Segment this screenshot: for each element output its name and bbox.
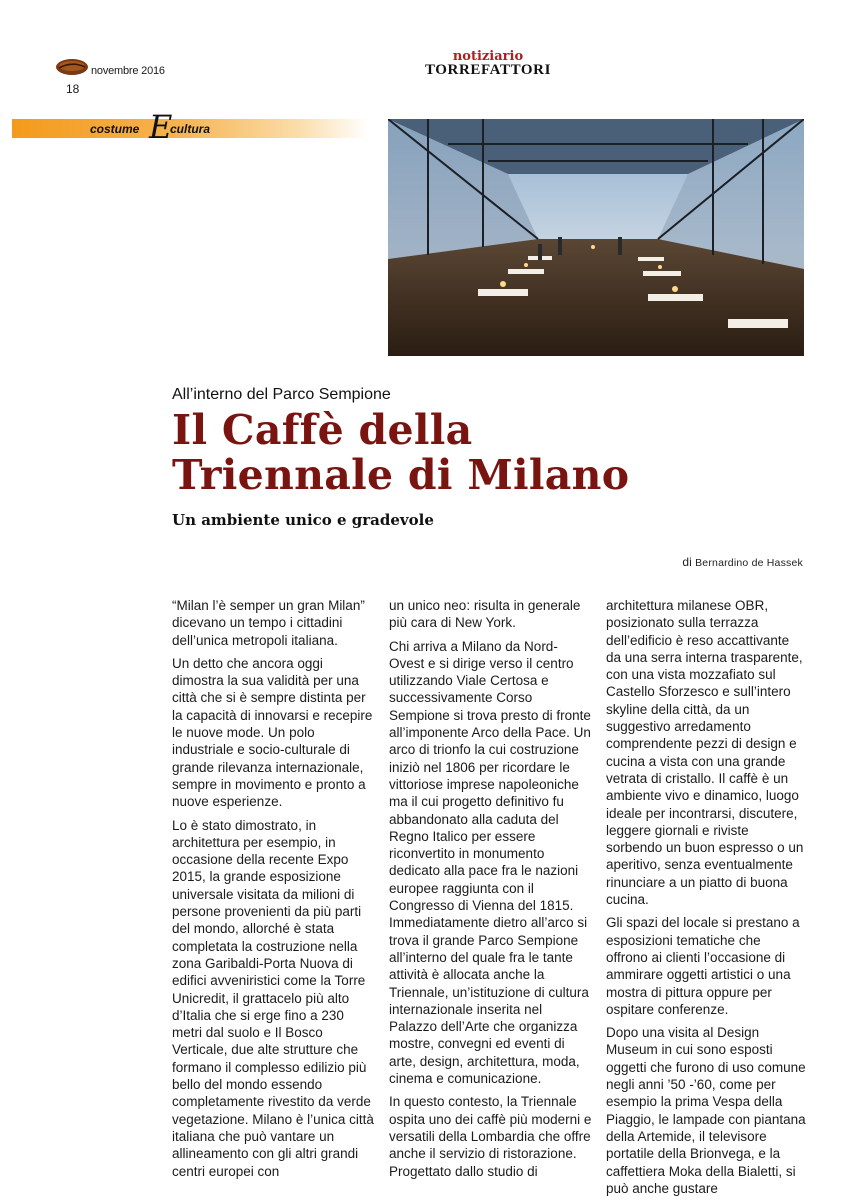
paragraph: Dopo una visita al Design Museum in cui sono esposti oggetti che furono di uso comune negli anni ’50 -’60, come per esempio la prima Vespa della Piaggio, le lampade con piantana della Artemide, il televisore portatile della Brionvega, e la caffettiera Moka della Bialetti, si può anche gustare: [606, 1025, 806, 1196]
paragraph: architettura milanese OBR, posizionato sulla terrazza dell’edificio è reso accattivante da una serra interna trasparente, con una vista mozzafiato sul Castello Sforzesco e sull’intero skyline della città, da un suggestivo arredamento comprendente pezzi di design e cucina a vista con una grande vetrata di cristallo. Il caffè è un ambiente vivo e dinamico, luogo ideale per incontrarsi, discutere, leggere giornali e riviste sorbendo un buon espresso o un aperitivo, senza eventualmente rinunciare a un piatto di buona cucina.: [606, 598, 804, 908]
paragraph: “Milan l’è semper un gran Milan” dicevano un tempo i cittadini dell’unica metropoli italiana.: [172, 598, 365, 648]
byline-author: Bernardino de Hassek: [695, 557, 803, 569]
title-line-2: Triennale di Milano: [172, 451, 630, 499]
cafe-interior-photo: [388, 119, 804, 356]
article-column-2: [389, 597, 593, 1186]
coffee-bean-logo: [55, 58, 89, 76]
paragraph: Chi arriva a Milano da Nord-Ovest e si dirige verso il centro utilizzando Viale Certosa e successivamente Corso Sempione si trova presto di fronte all’imponente Arco della Pace. Un arco di trionfo la cui costruzione iniziò nel 1806 per ricordare le vittoriose imprese napoleoniche ma il cui progetto definitivo fu abbandonato alla caduta del Regno Italico per essere riconvertito in monumento dedicato alla pace fra le nazioni europee raggiunta con il Congresso di Vienna del 1815. Immediatamente dietro all’arco si trova il grande Parco Sempione all’interno del quale fra le tante attività è allocata anche la Triennale, un’istituzione di cultura internazionale inserita nel Palazzo dell’Arte che organizza mostre, convegni ed eventi di arte, design, architettura, moda, cinema e comunicazione.: [389, 638, 591, 1087]
section-left-word: costume: [90, 122, 140, 136]
article-column-3: [606, 597, 806, 1203]
masthead-top: notiziario: [452, 49, 524, 64]
article-column-1: [172, 597, 376, 1186]
section-right-word: cultura: [170, 122, 211, 136]
paragraph: Gli spazi del locale si prestano a esposizioni tematiche che offrono ai clienti l’occasione di ammirare oggetti artistici o una mostra di pittura oppure per ospitare conferenze.: [606, 915, 800, 1017]
byline: [682, 555, 803, 569]
paragraph: un unico neo: risulta in generale più cara di New York.: [389, 598, 581, 631]
issue-date: novembre 2016: [91, 65, 165, 77]
paragraph: Lo è stato dimostrato, in architettura per esempio, in occasione della recente Expo 2015, la grande esposizione universale visitata da milioni di persone provenienti da più parti del mondo, allorché è stata completata la costruzione nella zona Garibaldi-Porta Nuova di edifici avveniristici come la Torre Unicredit, il grattacelo più alto d’Italia che si erge fino a 230 metri dal suolo e Il Bosco Verticale, due alte strutture che formano il complesso edilizio più bello del mondo essendo completamente rivestito da verde vegetazione. Milano è l’unica città italiana che può vantare un allineamento con gli altri grandi centri europei con: [172, 817, 374, 1179]
page-number: 18: [66, 82, 80, 96]
masthead-bottom: TORREFATTORI: [424, 62, 552, 78]
paragraph: In questo contesto, la Triennale ospita uno dei caffè più moderni e versatili della Lombardia che offre anche il servizio di ristorazione. Progettato dallo studio di: [389, 1094, 592, 1179]
section-connector: E: [149, 108, 173, 146]
masthead: [418, 50, 558, 78]
title-line-1: Il Caffè della: [172, 406, 473, 454]
byline-prefix: di: [682, 555, 692, 569]
paragraph: Un detto che ancora oggi dimostra la sua validità per una città che si è sempre distinta per la capacità di innovarsi e recepire le nuove mode. Un polo industriale e socio-culturale di grande rilevanza internazionale, sempre in movimento e pronto a nuove esperienze.: [172, 655, 373, 810]
article-title: [172, 408, 629, 498]
article-subtitle: Un ambiente unico e gradevole: [172, 511, 434, 529]
article-kicker: All’interno del Parco Sempione: [172, 386, 391, 403]
